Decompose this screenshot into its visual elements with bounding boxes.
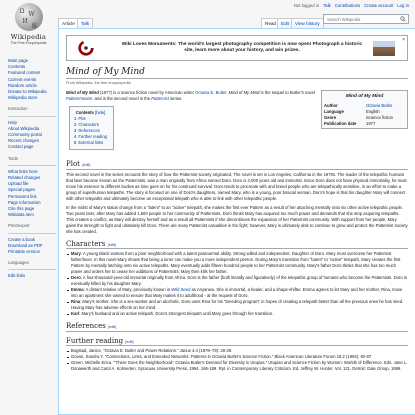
sidebar-item-edit-links[interactable]: Edit links <box>8 273 26 279</box>
sidebar-heading-print: Print/export <box>8 223 30 229</box>
close-icon[interactable]: × <box>402 37 405 43</box>
personal-tools <box>294 3 409 8</box>
infobox-label: Author <box>324 102 338 108</box>
infobox-value: 1977 <box>366 120 376 126</box>
infobox-author-link[interactable]: Octavia Butler <box>366 102 393 108</box>
infobox-label: Genre <box>324 114 337 120</box>
further-reading-list <box>66 348 408 372</box>
sidebar-item-donate[interactable]: Donate to Wikipedia <box>8 89 47 95</box>
list-item: Doro: A four-thousand-year-old immortal originally from Africa. Doro is the father (both literally and figuratively) of the telepathic group of humans who become the Patternists. Doro is eventually killed by his daughter Mary. <box>66 275 408 287</box>
sidebar-item-create-book[interactable]: Create a book <box>8 236 35 242</box>
main-content <box>58 28 415 415</box>
intro-paragraph: Mind of My Mind (1977) is a science fiction novel by American writer Octavia E. Butler. Mind of My Mind is the sequel to Butler's novel Patternmaster, and is the second novel in the Patternist series. <box>66 90 315 101</box>
sidebar-heading-tools: Tools <box>8 155 18 161</box>
divider <box>8 233 56 234</box>
author-link[interactable]: Octavia E. Butler <box>195 90 227 95</box>
section-heading-further-reading: Further reading [edit] <box>66 337 408 347</box>
infobox-row <box>324 120 405 126</box>
site-title: Wikipedia <box>10 33 47 41</box>
infobox <box>321 90 408 129</box>
sidebar-item-current-events[interactable]: Current events <box>8 76 37 82</box>
toc-hide-toggle[interactable]: [hide] <box>95 110 106 115</box>
infobox-label: Language <box>324 108 344 114</box>
sidebar-item-printable[interactable]: Printable version <box>8 249 41 255</box>
list-item: Green, Michelle Erica. "'There Goes the Neighborhood': Octavia Butler's Demand for Diversity in Utopias." Utopian and Science Fiction by Women: Worlds of Difference. Eds. Jane L. Donawerth and Carol A. Kolmerten. Syracuse University Press, 1994. 166-189. Rpt. in Contemporary Literary Criticism. Ed. Jeffrey W. Hunter. Vol. 121. Detroit: Gale Group, 1999. <box>66 360 408 372</box>
sidebar-item-random-article[interactable]: Random article <box>8 82 37 88</box>
list-item: Rina: Mary's mother. She is a sex-worker and an alcoholic. Doro uses Rina for his "breeding program" in hopes of creating a telepath better than all the previous ones he has sired. Having Mary has adverse effects on her mind. <box>66 299 408 311</box>
sidebar-item-contents[interactable]: Contents <box>8 64 26 70</box>
section-edit-link[interactable]: edit <box>109 325 116 329</box>
sidebar-item-main-page[interactable]: Main page <box>8 58 29 63</box>
tab-talk[interactable]: Talk <box>77 18 93 28</box>
sidebar-item-cite[interactable]: Cite this page <box>8 206 35 212</box>
section-heading-references: References [edit] <box>66 322 408 332</box>
globe-icon: Ω W И 維 <box>15 3 43 31</box>
tab-read[interactable]: Read <box>261 18 280 28</box>
list-item: Emma: A distant relative of Mary, previously known in Wild Seed as Anyanwu. She is immortal, a healer, and a shape-shifter. Emma agrees to let Mary and her mother, Rina, move into an apartment she owned to ensure that Mary makes it to adulthood - at the request of Doro. <box>66 287 408 299</box>
table-of-contents <box>69 106 114 150</box>
section-edit-link[interactable]: edit <box>108 242 115 247</box>
sidebar-item-contact[interactable]: Contact page <box>8 144 34 150</box>
sidebar-item-help[interactable]: Help <box>8 119 17 125</box>
sidebar-item-what-links-here[interactable]: What links here <box>8 168 38 174</box>
section-edit-link[interactable]: edit <box>126 339 133 344</box>
sidebar <box>8 58 56 280</box>
wiki-loves-monuments-icon <box>77 39 95 57</box>
toc-item-references[interactable]: 3 References <box>74 128 100 133</box>
list-item: Bogstad, Janice. "Octavia E. Butler and Power Relations." Janus 4.4 (1978–79): 28-29. <box>66 348 408 354</box>
sidebar-item-recent-changes[interactable]: Recent changes <box>8 138 40 144</box>
section-edit-link[interactable]: edit <box>83 163 90 167</box>
sidebar-item-upload-file[interactable]: Upload file <box>8 181 29 187</box>
sidebar-item-special-pages[interactable]: Special pages <box>8 187 35 193</box>
search-placeholder: Search Wikipedia <box>327 17 361 22</box>
sidebar-item-page-information[interactable]: Page information <box>8 199 41 205</box>
site-tagline: The Free Encyclopedia <box>10 41 47 45</box>
prequel-link[interactable]: Patternmaster <box>66 96 93 101</box>
wild-seed-link[interactable]: Wild Seed <box>171 287 191 292</box>
toc-item-plot[interactable]: 1 Plot <box>74 116 86 121</box>
personal-talk-link[interactable]: Talk <box>323 3 331 8</box>
sidebar-item-download-pdf[interactable]: Download as PDF <box>8 242 43 248</box>
section-heading-characters: Characters [edit] <box>66 240 408 250</box>
tab-edit[interactable]: Edit <box>277 18 293 28</box>
divider <box>8 269 56 270</box>
sidebar-item-featured-content[interactable]: Featured content <box>8 70 41 76</box>
toc-item-characters[interactable]: 2 Characters <box>74 122 99 127</box>
banner-photo <box>373 41 395 56</box>
sidebar-item-about[interactable]: About Wikipedia <box>8 125 40 131</box>
banner-text[interactable]: Wiki Loves Monuments: The world's largest photography competition is now open! Photograph a historic site, learn more about your history, and win prizes. <box>121 42 363 53</box>
list-item: Karl: Mary's husband and an active telepath. Doro's strongest telepath until Mary goes through her transition. <box>66 311 408 317</box>
list-item: Mary: A young Black woman from a poor neighborhood with a latent paranormal ability. Strong willed and independent. Daughter of Doro. Mary must overcome her Patternist father/lover. In this novel Mary shows that being a loner can make you a more independent person. During Mary's transition from "latent" to "active" telepath, Mary creates the first Pattern by mentally latching onto six active telepaths. Mary eventually adds fifteen hundred people to her Patternist community. Mary's father Doro thinks that she has too much power and orders her to cease her additions of Patternists; Mary then kills her father. <box>66 251 408 275</box>
sidebar-item-related-changes[interactable]: Related changes <box>8 175 41 181</box>
plot-paragraph-1: This second novel in the series recounts the story of how the Patternist society originated. The novel is set in Los Angeles, California in the 1970s. The leader of the telepathic humans that later became known as the Patternists, was a man originally from Africa named Doro. Doro is 4,000 years old and immortal. Since Doro does not have physical immortality, he must move his essence to different bodies as time goes on for his continued survival. Doro tends to procreate with and breed people who are telepathically sensitive, in an effort to make a group of superhuman telepaths. The story is focused on one of Doro's daughters, named Mary, who is a young, poor biracial woman. Doro's hope is that his daughter Mary will connect with other telepaths and ultimately become an exceptional telepath who is able to link with other telepathic people. <box>66 171 407 201</box>
toc-item-external-links[interactable]: 5 External links <box>74 140 104 145</box>
infobox-label: Publication date <box>324 120 357 126</box>
sidebar-item-wikidata[interactable]: Wikidata item <box>8 212 34 218</box>
search-icon[interactable] <box>400 16 406 22</box>
plot-paragraph-2: In the midst of Mary's status change from a "latent" to an "active" telepath, she makes the first ever Pattern as a result of her attaching mentally onto six other active telepathic people. Two years later, after Mary has added 1,500 people to her community of Patternists, Doro thinks Mary has acquired too much power and demands that she stop acquiring telepaths. This creates a conflict, as Mary will destroy herself and as a result all Patternists if she discontinues the expansion of her Patternist community. With support from her people, Mary gains the strength to fight and ultimately kill Doro. There are many Patternist casualties in the fight; however, Mary is ultimately able to continue to grow and protect the Patternist society she has created. <box>66 204 408 234</box>
infobox-value: Science fiction <box>366 114 393 120</box>
sidebar-heading-languages: Languages <box>8 260 29 266</box>
person-icon-not-logged-in: Not logged in <box>293 3 320 8</box>
wikipedia-logo[interactable] <box>6 3 51 51</box>
sidebar-item-store[interactable]: Wikipedia store <box>8 95 38 101</box>
page-title: Mind of My Mind <box>66 67 408 79</box>
toc-title: Contents <box>75 110 94 115</box>
page-tabs <box>58 14 409 28</box>
infobox-value: English <box>366 108 380 114</box>
sidebar-item-community-portal[interactable]: Community portal <box>8 132 42 138</box>
character-list <box>66 251 408 317</box>
series-link[interactable]: Patternist <box>151 96 169 101</box>
personal-contributions-link[interactable]: Contributions <box>334 3 361 8</box>
wlm-banner[interactable] <box>66 35 408 61</box>
tab-view-history[interactable]: View history <box>291 18 324 28</box>
create-account-link[interactable]: Create account <box>364 3 394 8</box>
section-heading-plot: Plot [edit] <box>66 160 408 170</box>
login-link[interactable]: Log in <box>397 3 409 8</box>
page-subtitle: From Wikipedia, the free encyclopedia <box>66 81 131 85</box>
divider <box>8 116 56 117</box>
sidebar-heading-interaction: Interaction <box>8 106 28 112</box>
sidebar-item-permanent-link[interactable]: Permanent link <box>8 193 37 199</box>
toc-item-further-reading[interactable]: 4 Further reading <box>74 134 107 139</box>
list-item: Govan, Sandra Y. "Connections, Links, and Extended Networks: Patterns in Octavia Butler's Science Fiction." Black American Literature Forum 18.2 (1984): 82-87. <box>66 354 408 360</box>
tab-article[interactable]: Article <box>58 18 79 28</box>
divider <box>8 165 56 166</box>
infobox-title: Mind of My Mind <box>345 94 384 99</box>
search-input[interactable] <box>323 14 409 24</box>
